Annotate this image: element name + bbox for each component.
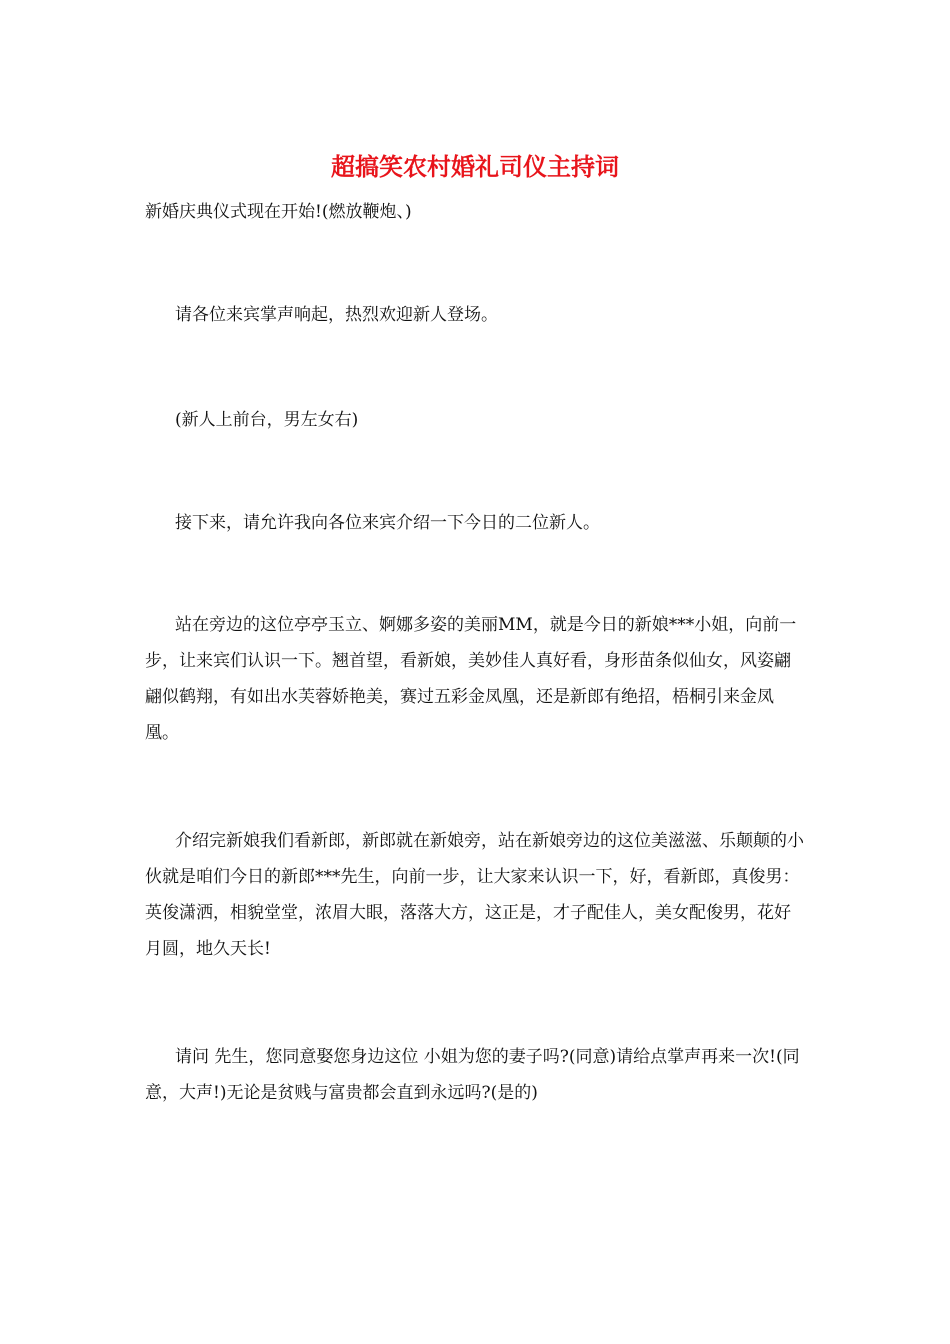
- paragraph-bride: 站在旁边的这位亭亭玉立、婀娜多姿的美丽MM，就是今日的新娘***小姐，向前一步，让来宾们认识一下。翘首望，看新娘，美妙佳人真好看，身形苗条似仙女，风姿翩翩似鹤翔，有如出水芙蓉娇艳美，赛过五彩金凤凰，还是新郎有绝招，梧桐引来金凤凰。: [145, 615, 797, 743]
- paragraph-stage-direction: (新人上前台，男左女右): [175, 410, 359, 430]
- paragraph-groom: 介绍完新娘我们看新郎，新郎就在新娘旁，站在新娘旁边的这位美滋滋、乐颠颠的小伙就是咱们今日的新郎***先生，向前一步，让大家来认识一下，好，看新郎，真俊男：英俊潇洒，相貌堂堂，浓眉大眼，落落大方，这正是，才子配佳人，美女配俊男，花好月圆，地久天长!: [145, 831, 804, 959]
- paragraph-welcome: 请各位来宾掌声响起，热烈欢迎新人登场。: [175, 305, 498, 325]
- document-title: 超搞笑农村婚礼司仪主持词: [331, 153, 619, 181]
- paragraph-vows: 请问 先生，您同意娶您身边这位 小姐为您的妻子吗?(同意)请给点掌声再来一次!(同意，大声!)无论是贫贱与富贵都会直到永远吗?(是的): [145, 1047, 800, 1103]
- paragraph-introduction: 接下来，请允许我向各位来宾介绍一下今日的二位新人。: [175, 513, 600, 533]
- paragraph-opening: 新婚庆典仪式现在开始!(燃放鞭炮、): [145, 202, 412, 222]
